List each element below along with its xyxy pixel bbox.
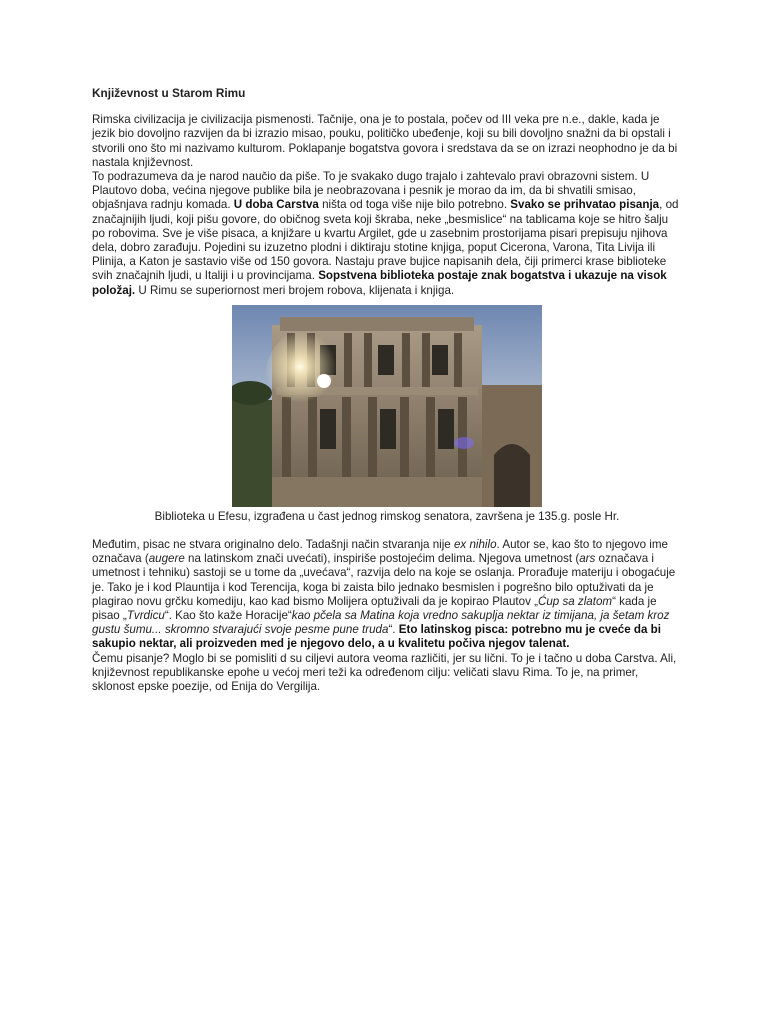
- text-run: Svako se prihvatao pisanja: [510, 198, 660, 212]
- text-run: kao pčela sa Matina koja vredno sakuplja nektar iz timijana, ja šetam kroz gustu šumu... skromno stvarajući svoje pesme pune truda: [92, 609, 670, 637]
- text-run: Rimska civilizacija je civilizacija pismenosti. Tačnije, ona je to postala, počev od III veka pre n.e., dakle, kada je jezik bio dovoljno razvijen da bi izrazio misao, pouku, političko ubeđenje, koji su bili dovoljno snažni da bi opstali i stvorili ono što mi nazivamo kulturom. Poklapanje bogatstva govora i sredstava da se on izrazi neophodno je da bi nastala književnost.: [92, 113, 678, 169]
- text-run: Sopstvena biblioteka postaje znak bogatstva i ukazuje na visok položaj.: [92, 269, 667, 297]
- paragraph-2: [92, 170, 682, 298]
- text-run: U Rimu se superiornost meri brojem robova, klijenata i knjiga.: [135, 283, 455, 297]
- text-run: Tvrdicu: [126, 609, 165, 623]
- document-title: Književnost u Starom Rimu: [92, 86, 246, 100]
- text-run: augere: [148, 552, 185, 566]
- document-page: [92, 86, 682, 694]
- text-run: na latinskom znači uvećati), inspiriše postojećim delima. Njegova umetnost (: [184, 552, 580, 566]
- text-run: ex nihilo: [453, 538, 497, 552]
- text-run: Eto latinskog pisca: potrebno mu je cveće da bi sakupio nektar, ali proizveden med je njegovo delo, a u kvalitetu počiva njegov talenat.: [92, 623, 661, 651]
- library-of-celsus-photo: [232, 305, 542, 507]
- text-run: ništa od toga više nije bilo potrebno.: [318, 198, 511, 212]
- text-run: Čemu pisanje? Moglo bi se pomisliti d su ciljevi autora veoma različiti, jer su lični. To je i tačno u doba Carstva. Ali, književnost republikanske epohe u većoj meri teži ka određenom cilju: veličati slavu Rima. To je, na primer, sklonost epske poezije, od Enija do Vergilija.: [92, 651, 677, 694]
- figure-caption: Biblioteka u Efesu, izgrađena u čast jednog rimskog senatora, završena je 135.g. posle Hr.: [154, 509, 620, 523]
- text-run: “ kada je pisao „: [92, 594, 657, 623]
- text-run: Međutim, pisac ne stvara originalno delo. Tadašnji način stvaranja nije: [92, 538, 454, 552]
- paragraph-3: [92, 538, 682, 652]
- text-run: označava i umetnost i tehniku) sastoji se u tome da „uvećava“, razvija delo na koje se oslanja. Prorađuje materiju i obogaćuje je. Tako je i kod Plauntija i kod Terencija, koga bi zaista bilo jednako besmislen i pogrešno bilo optuživati da je plagirao novu grčku komediju, kao kad bismo Molijera optuživali da je kopirao Plautov „: [92, 552, 676, 608]
- figure: [92, 305, 682, 524]
- text-run: , od značajnijih ljudi, koji pišu govore, do običnog sveta koji škraba, neke „besmislice“ na tablicama koje se hitro šalju po robovima. Sve je više pisaca, a knjižare u kvartu Argilet, gde u zasebnim prostorijama pisari prepisuju njihova dela, dobro zarađuju. Pojedini su izuzetno plodni i diktiraju stotine knjiga, poput Cicerona, Varona, Tita Livija ili Plinija, a Katon je sastavio više od 150 govora. Nastaju prave bujice napisanih dela, čiji primerci krase biblioteke svih značajnih ljudi, u Italiji i u provincijama.: [92, 198, 679, 283]
- text-run: “.: [388, 623, 399, 637]
- paragraph-1: [92, 113, 682, 170]
- text-run: Ćup sa zlatom: [537, 594, 613, 608]
- text-run: . Autor se, kao što to njegovo ime označava (: [92, 538, 668, 566]
- text-run: To podrazumeva da je narod naučio da piše. To je svakako dugo trajalo i zahtevalo pravi obrazovni sistem. U Plautovo doba, većina njegove publike bila je neobrazovana i pesnik je morao da im, da bi shvatili smisao, objašnjava radnju komada.: [92, 170, 650, 212]
- paragraph-4: [92, 652, 682, 695]
- text-run: “. Kao što kaže Horacije“: [164, 609, 292, 623]
- text-run: ars: [579, 552, 596, 566]
- text-run: U doba Carstva: [233, 198, 319, 212]
